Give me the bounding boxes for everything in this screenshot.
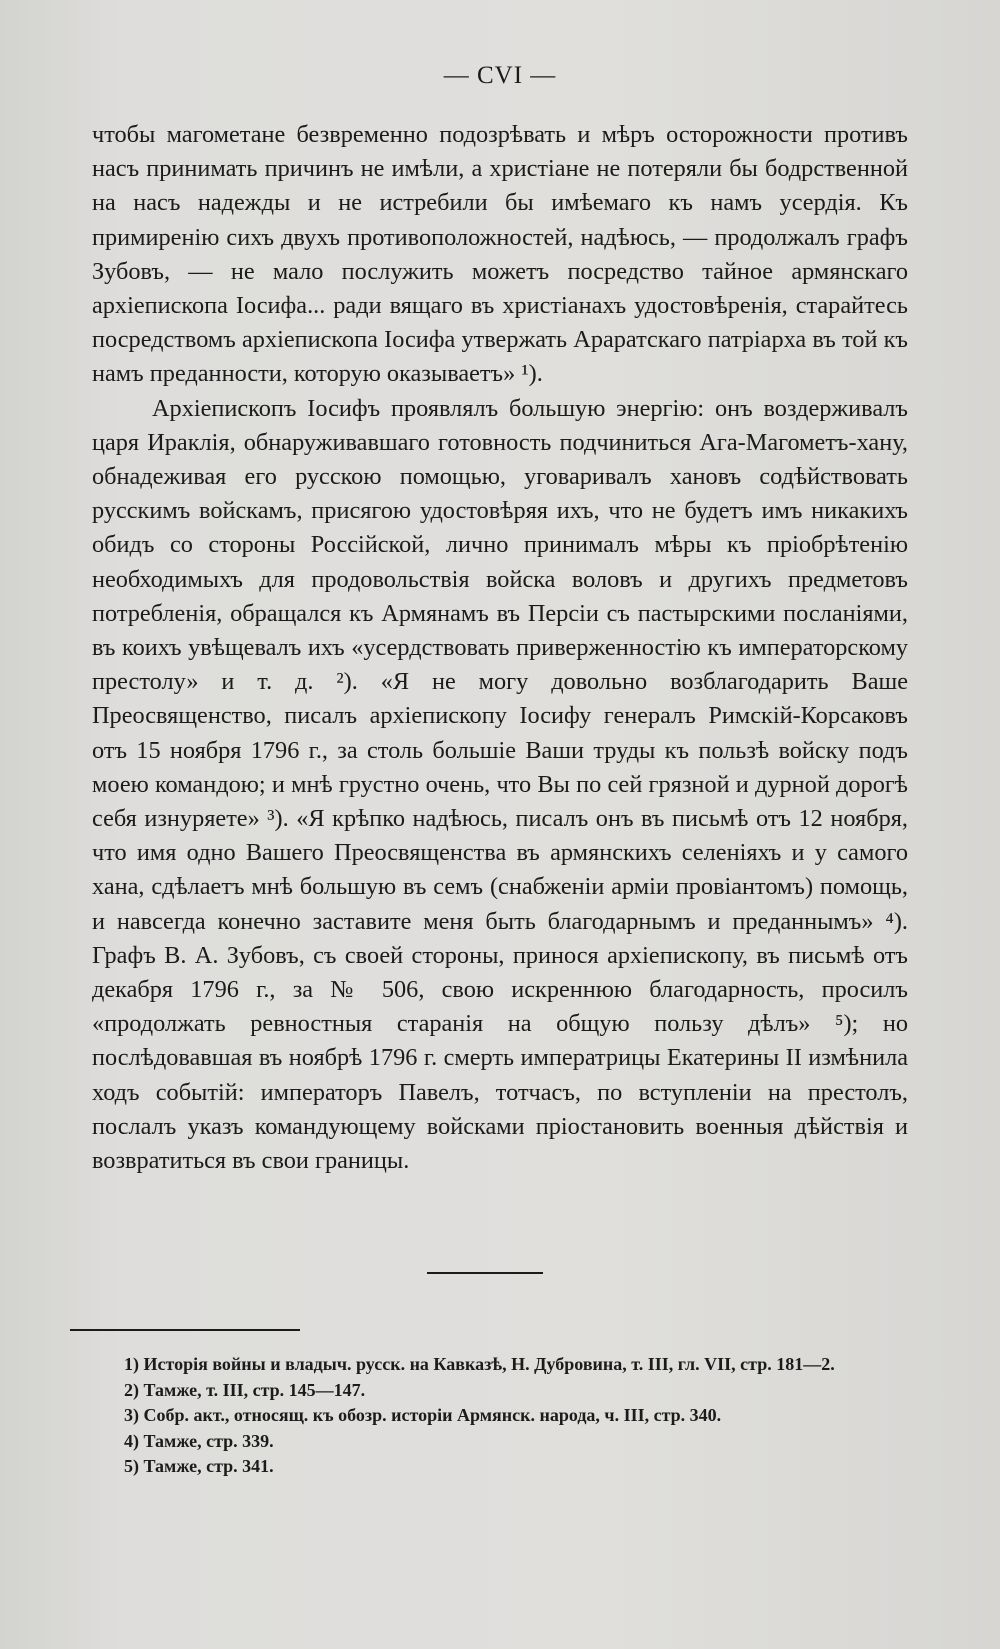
footnotes [66, 1352, 906, 1480]
paragraph-2: Архiепископъ Iосифъ проявлялъ большую энергiю: онъ воздерживалъ царя Ираклiя, обнаруживавшаго готовность подчиниться Ага-Магометъ-хану, обнадеживая его русскою помощью, уговаривалъ хановъ содѣйствовать русскимъ войскамъ, присягою удостовѣряя ихъ, что не будетъ имъ никакихъ обидъ со стороны Россiйской, лично принималъ мѣры къ прiобрѣтенiю необходимыхъ для продовольствiя войска воловъ и другихъ предметовъ потребленiя, обращался къ Армянамъ въ Персiи съ пастырскими посланiями, въ коихъ увѣщевалъ ихъ «усердствовать приверженностiю къ императорскому престолу» и т. д. ²). «Я не могу довольно возблагодарить Ваше Преосвященство, писалъ архiепископу Iосифу генералъ Римскiй-Корсаковъ отъ 15 ноября 1796 г., за столь большiе Ваши труды къ пользѣ войску подъ моею командою; и мнѣ грустно очень, что Вы по сей грязной и дурной дорогѣ себя изнуряете» ³). «Я крѣпко надѣюсь, писалъ онъ въ письмѣ отъ 12 ноября, что имя одно Вашего Преосвященства въ армянскихъ селенiяхъ и у самого хана, сдѣлаетъ мнѣ большую въ семъ (снабженiи армiи провiантомъ) помощь, и навсегда конечно заставите меня быть благодарнымъ и преданнымъ» ⁴). Графъ В. А. Зубовъ, съ своей стороны, принося архiепископу, въ письмѣ отъ декабря 1796 г., за № 506, свою искреннюю благодарность, просилъ «продолжать ревностныя старанiя на общую пользу дѣлъ» ⁵); но послѣдовавшая въ ноябрѣ 1796 г. смерть императрицы Екатерины II измѣнила ходъ событiй: императоръ Павелъ, тотчасъ, по вступленiи на престолъ, послалъ указъ командующему войсками прiостановить военныя дѣйствiя и возвратиться въ свои границы. [92, 394, 908, 1175]
footnote-4: 4) Тамже, стр. 339. [124, 1430, 274, 1451]
page-number-header: — CVI — [443, 62, 557, 89]
section-divider [427, 1272, 543, 1274]
paragraph-1: чтобы магометане безвременно подозрѣвать и мѣръ осторожности противъ насъ принимать причинъ не имѣли, а христiане не потеряли бы бодрственной на насъ надежды и не истребили бы имѣемаго къ намъ усердiя. Къ примиренiю сихъ двухъ противоположностей, надѣюсь, — продолжалъ графъ Зубовъ, — не мало послужить можетъ посредство тайное армянскаго архiепископа Iосифа... ради вящаго въ христiанахъ удостовѣренiя, старайтесь посредствомъ архiепископа Iосифа утвержать Араратскаго патрiарха въ той къ намъ преданности, которую оказываетъ» ¹). [92, 121, 908, 388]
footnote-5: 5) Тамже, стр. 341. [124, 1456, 274, 1476]
footnote-separator [70, 1329, 300, 1331]
main-text [92, 118, 908, 1178]
footnote-3: 3) Собр. акт., относящ. къ обозр. исторiи Армянск. народа, ч. III, стр. 340. [124, 1405, 722, 1425]
footnote-1: 1) Исторiя войны и владыч. русск. на Кавказѣ, Н. Дубровина, т. III, гл. VII, стр. 181—2. [124, 1354, 835, 1374]
footnote-2: 2) Тамже, т. III, стр. 145—147. [124, 1379, 366, 1400]
